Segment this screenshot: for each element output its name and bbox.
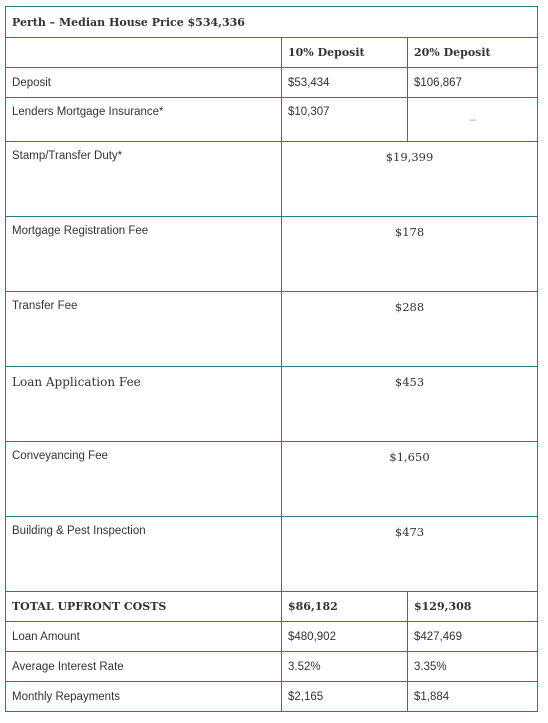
row-label: Transfer Fee xyxy=(6,292,282,367)
value-shared: $453 xyxy=(282,367,538,442)
table-row-total xyxy=(6,592,538,622)
value-20-deposit: – xyxy=(408,98,538,142)
value-20-deposit: $129,308 xyxy=(408,592,538,622)
row-label: Stamp/Transfer Duty* xyxy=(6,142,282,217)
table-row-deposit xyxy=(6,68,538,98)
table-row-transfer-fee xyxy=(6,292,538,367)
value-shared: $178 xyxy=(282,217,538,292)
value-shared: $473 xyxy=(282,517,538,592)
title-row xyxy=(6,7,538,38)
table-row-building-pest xyxy=(6,517,538,592)
value-shared: $288 xyxy=(282,292,538,367)
value-20-deposit: $427,469 xyxy=(408,622,538,652)
table-row-loan-amount xyxy=(6,622,538,652)
value-10-deposit: $53,434 xyxy=(282,68,408,98)
table-row-mortgage-registration xyxy=(6,217,538,292)
row-label: Conveyancing Fee xyxy=(6,442,282,517)
row-label: Lenders Mortgage Insurance* xyxy=(6,98,282,142)
value-10-deposit: $10,307 xyxy=(282,98,408,142)
col-header-20-deposit: 20% Deposit xyxy=(408,38,538,68)
row-label: Mortgage Registration Fee xyxy=(6,217,282,292)
value-shared: $19,399 xyxy=(282,142,538,217)
table-row-interest-rate xyxy=(6,652,538,682)
row-label: Loan Amount xyxy=(6,622,282,652)
table-row-lmi xyxy=(6,98,538,142)
col-header-10-deposit: 10% Deposit xyxy=(282,38,408,68)
header-empty-cell xyxy=(6,38,282,68)
value-shared: $1,650 xyxy=(282,442,538,517)
cost-table xyxy=(5,6,538,712)
row-label: Building & Pest Inspection xyxy=(6,517,282,592)
table-title: Perth – Median House Price $534,336 xyxy=(6,7,538,38)
row-label: Average Interest Rate xyxy=(6,652,282,682)
value-10-deposit: $2,165 xyxy=(282,682,408,712)
row-label: Loan Application Fee xyxy=(6,367,282,442)
table-row-monthly-repayments xyxy=(6,682,538,712)
value-10-deposit: 3.52% xyxy=(282,652,408,682)
table-row-stamp-duty xyxy=(6,142,538,217)
value-10-deposit: $86,182 xyxy=(282,592,408,622)
value-10-deposit: $480,902 xyxy=(282,622,408,652)
table-row-conveyancing xyxy=(6,442,538,517)
value-20-deposit: $106,867 xyxy=(408,68,538,98)
header-row xyxy=(6,38,538,68)
value-20-deposit: 3.35% xyxy=(408,652,538,682)
table-row-loan-application xyxy=(6,367,538,442)
row-label: TOTAL UPFRONT COSTS xyxy=(6,592,282,622)
row-label: Deposit xyxy=(6,68,282,98)
row-label: Monthly Repayments xyxy=(6,682,282,712)
value-20-deposit: $1,884 xyxy=(408,682,538,712)
